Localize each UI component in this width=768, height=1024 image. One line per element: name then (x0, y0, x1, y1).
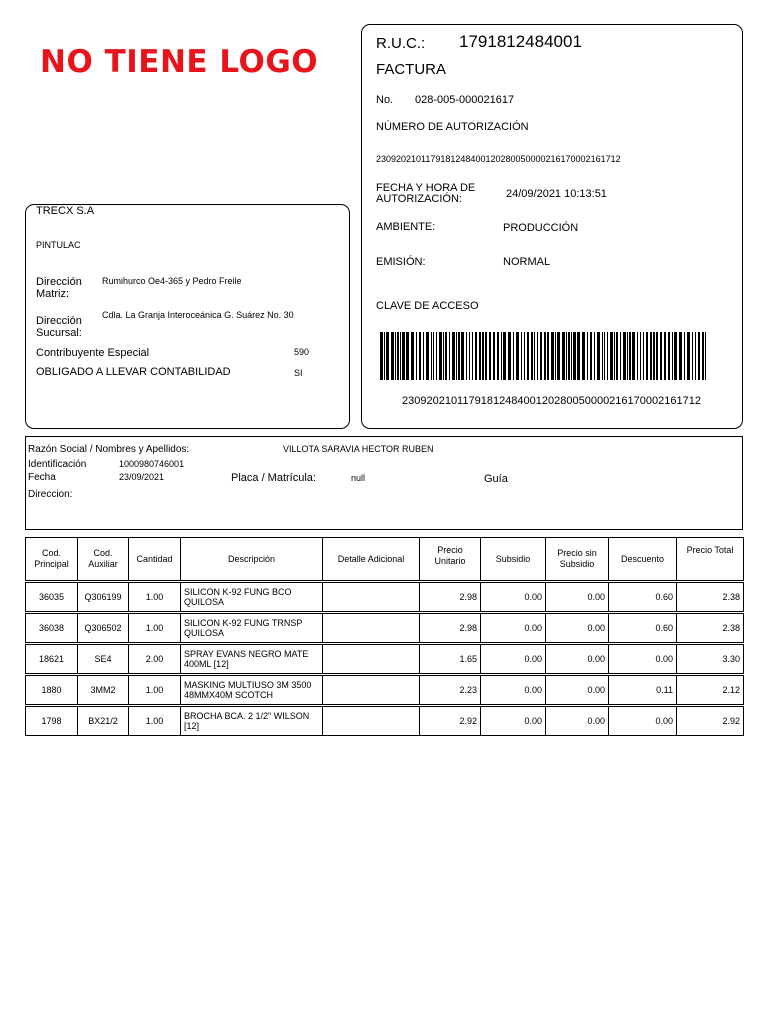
cell-precio-unitario: 2.92 (420, 707, 481, 736)
environment-label: AMBIENTE: (376, 221, 436, 233)
cell-precio-sin-subsidio: 0.00 (546, 707, 609, 736)
head-office-address-label-line2: Matriz: (36, 288, 69, 300)
special-taxpayer-label: Contribuyente Especial (36, 347, 150, 359)
authorization-date-label-line1: FECHA Y HORA DE (376, 182, 476, 194)
cell-precio-total: 2.12 (677, 676, 744, 705)
cell-detalle-adicional (323, 707, 420, 736)
branch-address-value: Cdla. La Granja Interoceánica G. Suárez No. 30 (102, 310, 294, 320)
cell-cod-auxiliar: Q306199 (78, 583, 129, 612)
cell-detalle-adicional (323, 645, 420, 674)
special-taxpayer-value: 590 (294, 347, 310, 357)
cell-cod-auxiliar: BX21/2 (78, 707, 129, 736)
authorization-date-value: 24/09/2021 10:13:51 (506, 188, 607, 200)
table-header-row (26, 538, 744, 581)
emission-label: EMISIÓN: (376, 256, 426, 268)
issuer-name: TRECX S.A (36, 205, 95, 217)
cell-cantidad: 1.00 (129, 707, 181, 736)
head-office-address-value: Rumihurco Oe4-365 y Pedro Freile (102, 276, 242, 286)
table-row (26, 707, 744, 736)
cell-precio-unitario: 1.65 (420, 645, 481, 674)
cell-precio-total: 2.92 (677, 707, 744, 736)
logo-placeholder-text: NO TIENE LOGO (40, 44, 319, 80)
client-name-label: Razón Social / Nombres y Apellidos: (28, 444, 190, 455)
issuer-box (25, 204, 350, 429)
header-subsidio: Subsidio (481, 538, 546, 581)
branch-address-label (36, 315, 82, 339)
invoice-number-value: 028-005-000021617 (415, 94, 515, 106)
cell-subsidio: 0.00 (481, 676, 546, 705)
cell-descuento: 0.11 (609, 676, 677, 705)
cell-subsidio: 0.00 (481, 614, 546, 643)
cell-precio-unitario: 2.23 (420, 676, 481, 705)
cell-precio-sin-subsidio: 0.00 (546, 614, 609, 643)
cell-descripcion: SILICON K-92 FUNG TRNSP QUILOSA (181, 614, 323, 643)
cell-subsidio: 0.00 (481, 583, 546, 612)
client-address-label: Direccion: (28, 489, 73, 500)
cell-precio-sin-subsidio: 0.00 (546, 583, 609, 612)
cell-cantidad: 1.00 (129, 614, 181, 643)
cell-precio-total: 2.38 (677, 614, 744, 643)
cell-descripcion: SPRAY EVANS NEGRO MATE 400ML [12] (181, 645, 323, 674)
authorization-number-value: 2309202101179181248400120280050000216170002161712 (376, 154, 621, 164)
invoice-number-label: No. (376, 94, 394, 106)
cell-cod-principal: 1880 (26, 676, 78, 705)
cell-precio-sin-subsidio: 0.00 (546, 645, 609, 674)
issue-date-value: 23/09/2021 (119, 472, 165, 482)
client-name-value: VILLOTA SARAVIA HECTOR RUBEN (283, 444, 434, 454)
branch-address-label-line2: Sucursal: (36, 327, 82, 339)
cell-precio-unitario: 2.98 (420, 583, 481, 612)
cell-descuento: 0.60 (609, 583, 677, 612)
branch-address-label-line1: Dirección (36, 315, 82, 327)
cell-subsidio: 0.00 (481, 707, 546, 736)
cell-cantidad: 1.00 (129, 583, 181, 612)
accounting-obligation-label: OBLIGADO A LLEVAR CONTABILIDAD (36, 366, 231, 378)
table-row (26, 583, 744, 612)
cell-cod-principal: 36035 (26, 583, 78, 612)
guide-label: Guía (484, 473, 508, 485)
cell-cod-auxiliar: Q306502 (78, 614, 129, 643)
table-row (26, 614, 744, 643)
emission-value: NORMAL (503, 256, 551, 268)
client-box (25, 436, 743, 530)
document-type: FACTURA (376, 61, 447, 78)
client-id-value: 1000980746001 (119, 459, 185, 469)
ruc-value: 1791812484001 (459, 32, 582, 51)
access-key-label: CLAVE DE ACCESO (376, 300, 479, 312)
cell-cod-principal: 36038 (26, 614, 78, 643)
cell-cod-auxiliar: 3MM2 (78, 676, 129, 705)
cell-subsidio: 0.00 (481, 645, 546, 674)
issue-date-label: Fecha (28, 472, 56, 483)
header-cod-auxiliar: Cod. Auxiliar (78, 538, 129, 581)
cell-precio-unitario: 2.98 (420, 614, 481, 643)
header-descripcion: Descripción (181, 538, 323, 581)
authorization-date-label (376, 183, 475, 205)
items-table (25, 537, 744, 736)
accounting-obligation-value: SI (294, 368, 303, 378)
cell-detalle-adicional (323, 583, 420, 612)
cell-cod-principal: 1798 (26, 707, 78, 736)
head-office-address-label-line1: Dirección (36, 276, 82, 288)
authorization-date-label-line2: AUTORIZACIÓN: (376, 193, 462, 205)
cell-detalle-adicional (323, 614, 420, 643)
header-precio-total: Precio Total (677, 538, 744, 581)
access-key-value: 2309202101179181248400120280050000216170002161712 (402, 395, 701, 407)
cell-cod-auxiliar: SE4 (78, 645, 129, 674)
authorization-number-label: NÚMERO DE AUTORIZACIÓN (376, 121, 529, 133)
environment-value: PRODUCCIÓN (503, 222, 579, 234)
header-precio-unitario: Precio Unitario (420, 538, 481, 581)
cell-descripcion: MASKING MULTIUSO 3M 3500 48MMX40M SCOTCH (181, 676, 323, 705)
table-row (26, 676, 744, 705)
header-descuento: Descuento (609, 538, 677, 581)
cell-precio-total: 2.38 (677, 583, 744, 612)
cell-descuento: 0.60 (609, 614, 677, 643)
cell-descripcion: BROCHA BCA. 2 1/2" WILSON [12] (181, 707, 323, 736)
cell-precio-total: 3.30 (677, 645, 744, 674)
header-cod-principal: Cod. Principal (26, 538, 78, 581)
ruc-label: R.U.C.: (376, 35, 426, 52)
cell-cantidad: 1.00 (129, 676, 181, 705)
cell-descuento: 0.00 (609, 707, 677, 736)
header-detalle-adicional: Detalle Adicional (323, 538, 420, 581)
cell-cantidad: 2.00 (129, 645, 181, 674)
cell-descripcion: SILICON K-92 FUNG BCO QUILOSA (181, 583, 323, 612)
header-precio-sin-subsidio: Precio sin Subsidio (546, 538, 609, 581)
head-office-address-label (36, 276, 82, 300)
client-id-label: Identificación (28, 459, 87, 470)
issuer-trade-name: PINTULAC (36, 240, 81, 250)
plate-label: Placa / Matrícula: (231, 472, 316, 484)
plate-value: null (351, 473, 366, 483)
cell-descuento: 0.00 (609, 645, 677, 674)
cell-cod-principal: 18621 (26, 645, 78, 674)
table-row (26, 645, 744, 674)
cell-precio-sin-subsidio: 0.00 (546, 676, 609, 705)
access-key-barcode (380, 332, 708, 380)
header-cantidad: Cantidad (129, 538, 181, 581)
cell-detalle-adicional (323, 676, 420, 705)
